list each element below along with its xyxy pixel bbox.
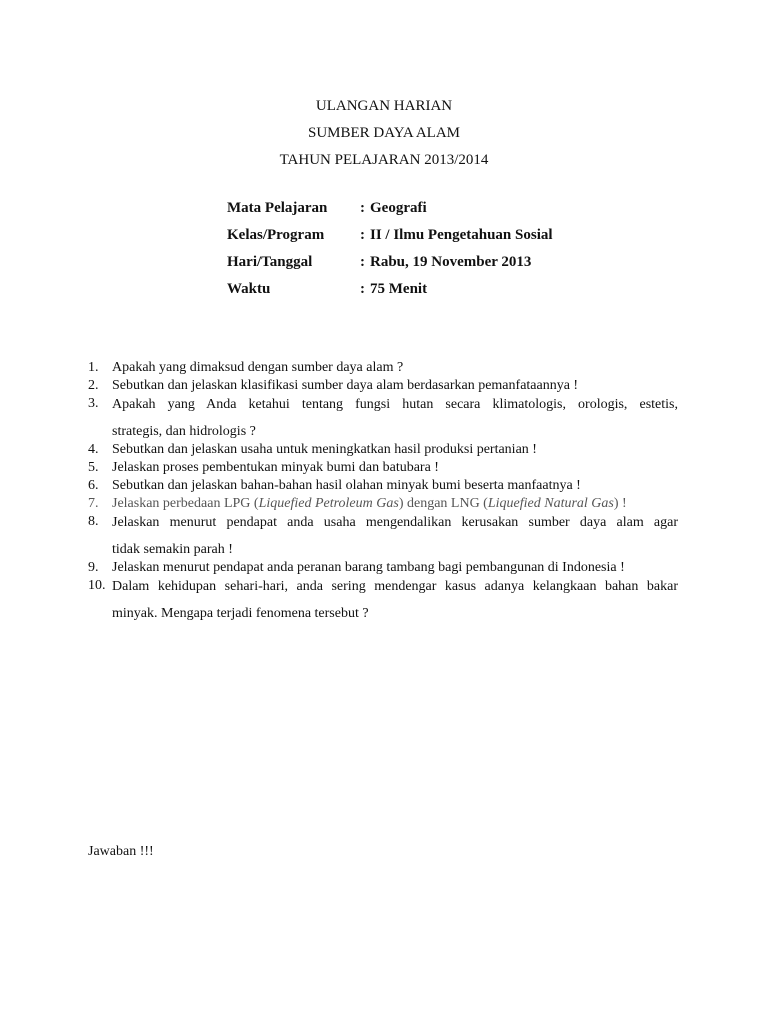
question-text-part: ) dengan LNG ( [398, 496, 488, 511]
question-list [88, 359, 678, 627]
question-number: 5. [88, 460, 99, 475]
question-text-line: minyak. Mengapa terjadi fenomena tersebut ? [112, 606, 369, 621]
info-value: 75 Menit [370, 281, 428, 297]
answer-label: Jawaban !!! [88, 844, 154, 859]
question-number: 3. [88, 396, 99, 411]
question-item [88, 459, 678, 477]
info-label: Waktu [227, 281, 271, 297]
question-text [112, 391, 678, 445]
question-number: 10. [88, 578, 106, 593]
question-number: 1. [88, 360, 99, 375]
question-text: Sebutkan dan jelaskan bahan-bahan hasil olahan minyak bumi beserta manfaatnya ! [112, 478, 581, 493]
question-item [88, 395, 678, 441]
header-subject: SUMBER DAYA ALAM [308, 125, 460, 141]
info-row-time [227, 278, 553, 305]
header-title: ULANGAN HARIAN [315, 98, 453, 114]
info-separator: : [360, 200, 365, 216]
question-text-line: Jelaskan menurut pendapat anda usaha mengendalikan kerusakan sumber daya alam agar [112, 515, 678, 530]
question-number: 7. [88, 496, 99, 511]
info-row-class [227, 224, 553, 251]
question-text [112, 509, 678, 563]
exam-info [227, 197, 553, 305]
info-separator: : [360, 281, 365, 297]
question-italic-term: Liquefied Natural Gas [487, 496, 614, 511]
question-number: 6. [88, 478, 99, 493]
header-year: TAHUN PELAJARAN 2013/2014 [279, 152, 489, 168]
info-separator: : [360, 227, 365, 243]
info-label: Mata Pelajaran [227, 200, 328, 216]
question-text [112, 573, 678, 627]
question-number: 2. [88, 378, 99, 393]
question-text: Apakah yang dimaksud dengan sumber daya alam ? [112, 360, 404, 375]
question-text-line: strategis, dan hidrologis ? [112, 424, 256, 439]
question-item [88, 513, 678, 559]
question-item [88, 577, 678, 627]
question-text-line: Apakah yang Anda ketahui tentang fungsi hutan secara klimatologis, orologis, estetis, [112, 397, 678, 412]
question-number: 4. [88, 442, 99, 457]
info-label: Hari/Tanggal [227, 254, 313, 270]
question-text-part: Jelaskan perbedaan LPG ( [112, 496, 259, 511]
question-text: Sebutkan dan jelaskan klasifikasi sumber daya alam berdasarkan pemanfataannya ! [112, 378, 579, 393]
question-text: Jelaskan menurut pendapat anda peranan barang tambang bagi pembangunan di Indonesia ! [112, 560, 625, 575]
question-item [88, 359, 678, 377]
question-text-line: tidak semakin parah ! [112, 542, 233, 557]
question-text: Jelaskan proses pembentukan minyak bumi dan batubara ! [112, 460, 439, 475]
info-row-subject [227, 197, 553, 224]
question-italic-term: Liquefied Petroleum Gas [258, 496, 399, 511]
question-text: Sebutkan dan jelaskan usaha untuk meningkatkan hasil produksi pertanian ! [112, 442, 537, 457]
question-text-part: ) ! [613, 496, 627, 511]
info-separator: : [360, 254, 365, 270]
question-text-line: Dalam kehidupan sehari-hari, anda sering mendengar kasus adanya kelangkaan bahan bakar [112, 579, 678, 594]
info-row-date [227, 251, 553, 278]
question-item [88, 441, 678, 459]
info-label: Kelas/Program [227, 227, 325, 243]
question-item [88, 477, 678, 495]
info-value: Geografi [370, 200, 427, 216]
info-value: II / Ilmu Pengetahuan Sosial [370, 227, 553, 243]
info-value: Rabu, 19 November 2013 [370, 254, 532, 270]
question-number: 8. [88, 514, 99, 529]
question-number: 9. [88, 560, 99, 575]
document-header [0, 93, 768, 174]
